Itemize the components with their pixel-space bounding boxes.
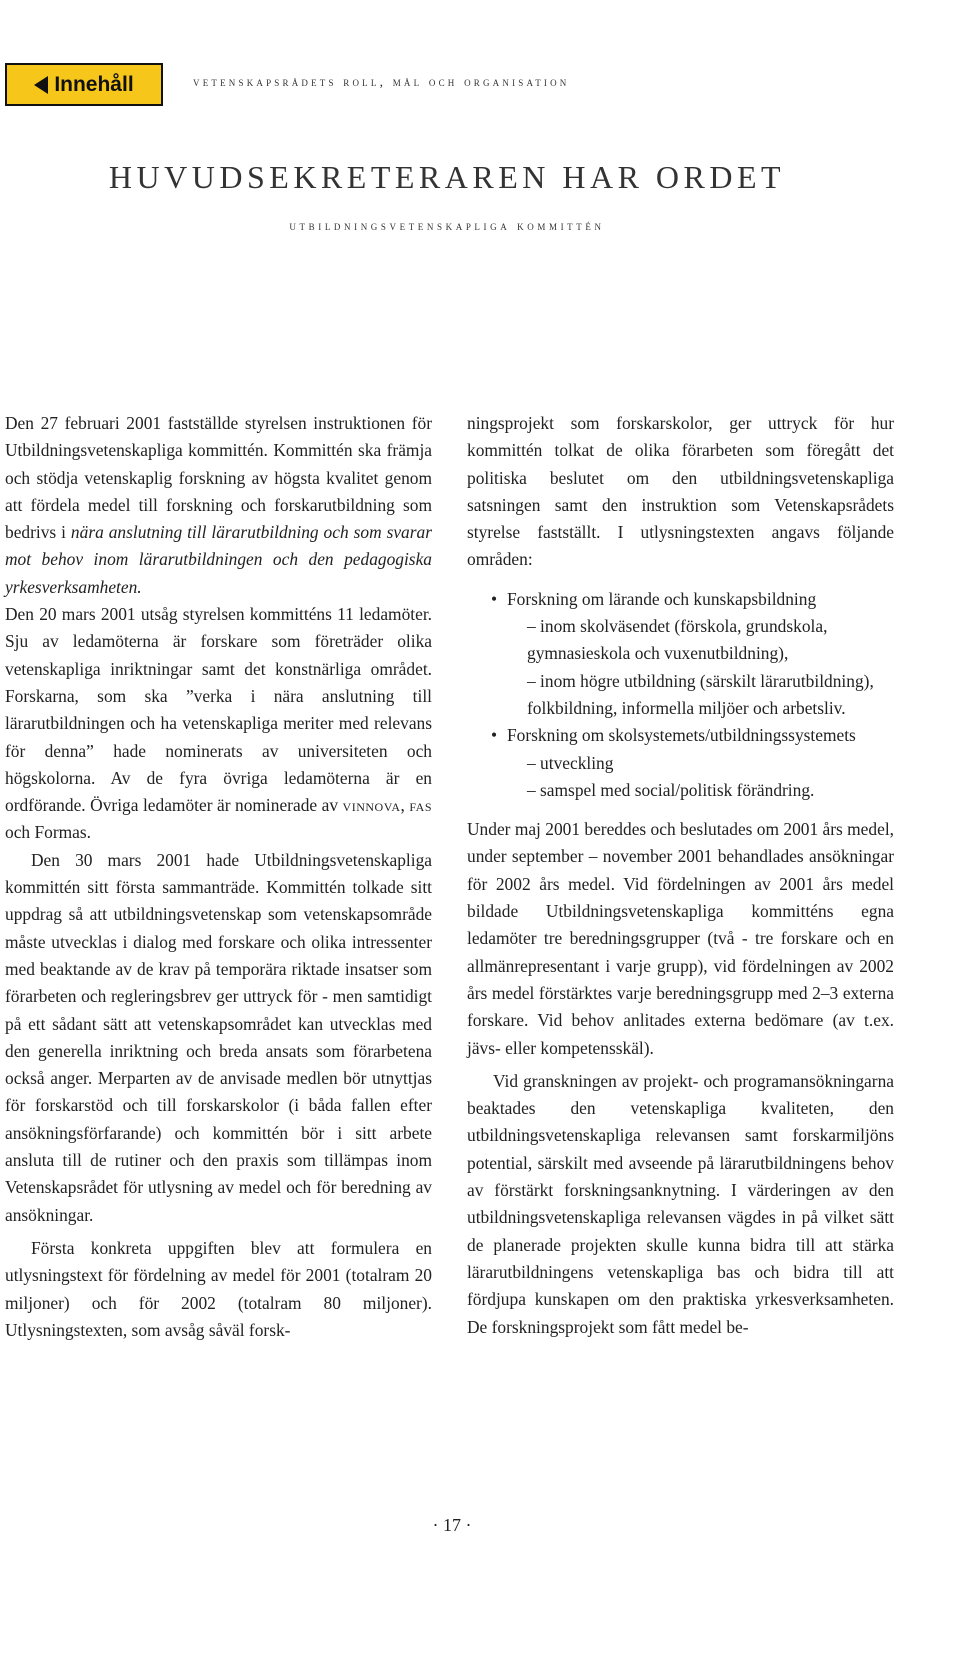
list-subitem: – utveckling [527, 752, 614, 773]
paragraph: Den 30 mars 2001 hade Utbildningsvetenskapliga kommittén sitt första sammanträde. Kommittén tolkade sitt uppdrag så att utbildningsvetenskap som vetenskapsområde måste utvecklas i dialog med forskare och olika intressenter med beaktande av de krav på temporära riktade insatser som förarbeten och regleringsbrev ger uttryck för - men samtidigt på ett sådant sätt att vetenskapsområdet kan utvecklas med den generella inriktning och breda ansats som förarbetena också anger. Merparten av de anvisade medlen bör utnyttjas för forskarstöd och till forskarskolor (i båda fallen efter ansökningsförfarande) och kommittén bör i sitt arbete ansluta till de rutiner och den praxis som tillämpas inom Vetenskapsrådet för utlysning av medel och för beredning av ansökningar. [5, 849, 432, 1225]
page-subtitle: utbildningsvetenskapliga kommittén [289, 218, 605, 233]
left-column [5, 410, 432, 1344]
list-item [491, 586, 894, 722]
toc-button[interactable] [5, 63, 163, 106]
list-subitem: – inom skolväsendet (förskola, grundskola, gymnasieskola och vuxenutbildning), [527, 616, 828, 664]
separator: , [400, 795, 410, 816]
paragraph: Under maj 2001 bereddes och beslutades om 2001 års medel, under september – november 2001 behandlades ansökningar för 2002 års medel. Vid fördelningen av 2001 års medel bildade Utbildningsvetenskapliga kommitténs egna ledamöter tre beredningsgrupper (två - tre forskare och en allmänrepresentant i varje grupp), vid fördelningen av 2002 års medel förstärktes varje beredningsgrupp med 2–3 externa forskare. Vid behov anlitades externa bedömare (av t.ex. jävs- eller kompetensskäl). [467, 819, 894, 1058]
org-name: vinnova [342, 795, 401, 816]
list-item-title: Forskning om skolsystemets/utbildningssystemets [507, 725, 856, 746]
right-column [467, 410, 894, 1341]
paragraph: Första konkreta uppgiften blev att formulera en utlysningstext för fördelning av medel för 2001 (totalram 20 miljoner) och för 2002 (totalram 80 miljoner). Utlysningstexten, som avsåg såväl forsk- [5, 1237, 432, 1340]
list-subitem: – inom högre utbildning (särskilt lärarutbildning), folkbildning, informella miljöer och arbetsliv. [527, 670, 874, 718]
paragraph-text: Den 27 februari 2001 fastställde styrelsen instruktionen för Utbildningsvetenskapliga kommittén. Kommittén ska främja och stödja vetenskaplig forskning av högsta kvalitet genom att fördela medel till forskning och forskarutbildning som bedrivs i [5, 413, 432, 543]
list-item-title: Forskning om lärande och kunskapsbildning [507, 588, 817, 609]
toc-button-label: Innehåll [54, 72, 134, 96]
org-name: fas [409, 795, 432, 816]
page-number: · 17 · [432, 1515, 472, 1535]
paragraph [5, 601, 432, 847]
paragraph: Vid granskningen av projekt- och programansökningarna beaktades den vetenskapliga kvaliteten, den utbildningsvetenskapliga relevansen samt forskarmiljöns potential, särskilt med avseende på lärarutbildningens behov av förstärkt forskningsanknytning. I värderingen av den utbildningsvetenskapliga relevansen vägdes in på vilket sätt de planerade projekten skulle kunna bidra till att stärka lärarutbildningens vetenskapliga bas och bidra till att fördjupa kunskapen om den praktiska yrkesverksamheten. De forskningsprojekt som fått medel be- [467, 1070, 894, 1337]
arrow-left-icon [34, 76, 48, 94]
emphasis-text: nära anslutning till lärarutbildning och som svarar mot behov inom lärarutbildningen och den pedagogiska yrkesverksamheten. [5, 522, 432, 597]
paragraph-text: och Formas. [5, 822, 91, 843]
running-header: vetenskapsrådets roll, mål och organisation [193, 74, 570, 89]
paragraph-text: Den 20 mars 2001 utsåg styrelsen kommitténs 11 ledamöter. Sju av ledamöterna är forskare som företräder olika vetenskapliga inriktningar samt det konstnärliga området. Forskarna, som ska ”verka i nära anslutning till lärarutbildningen och ha vetenskapliga meriter med relevans för denna” hade nominerats av universiteten och högskolorna. Av de fyra övriga ledamöterna är en ordförande. Övriga ledamöter är nominerade av [5, 604, 432, 816]
research-areas-list [467, 586, 894, 804]
list-item [491, 722, 894, 804]
paragraph [5, 410, 432, 601]
paragraph: ningsprojekt som forskarskolor, ger uttryck för hur kommittén tolkat de olika förarbeten som föregått det politiska beslutet om den utbildningsvetenskapliga satsningen samt den instruktion som Vetenskapsrådets styrelse fastställt. I utlysningstexten angavs följande områden: [467, 413, 894, 570]
page-title: HUVUDSEKRETERAREN HAR ORDET [108, 159, 786, 195]
list-subitem: – samspel med social/politisk förändring. [527, 779, 815, 800]
